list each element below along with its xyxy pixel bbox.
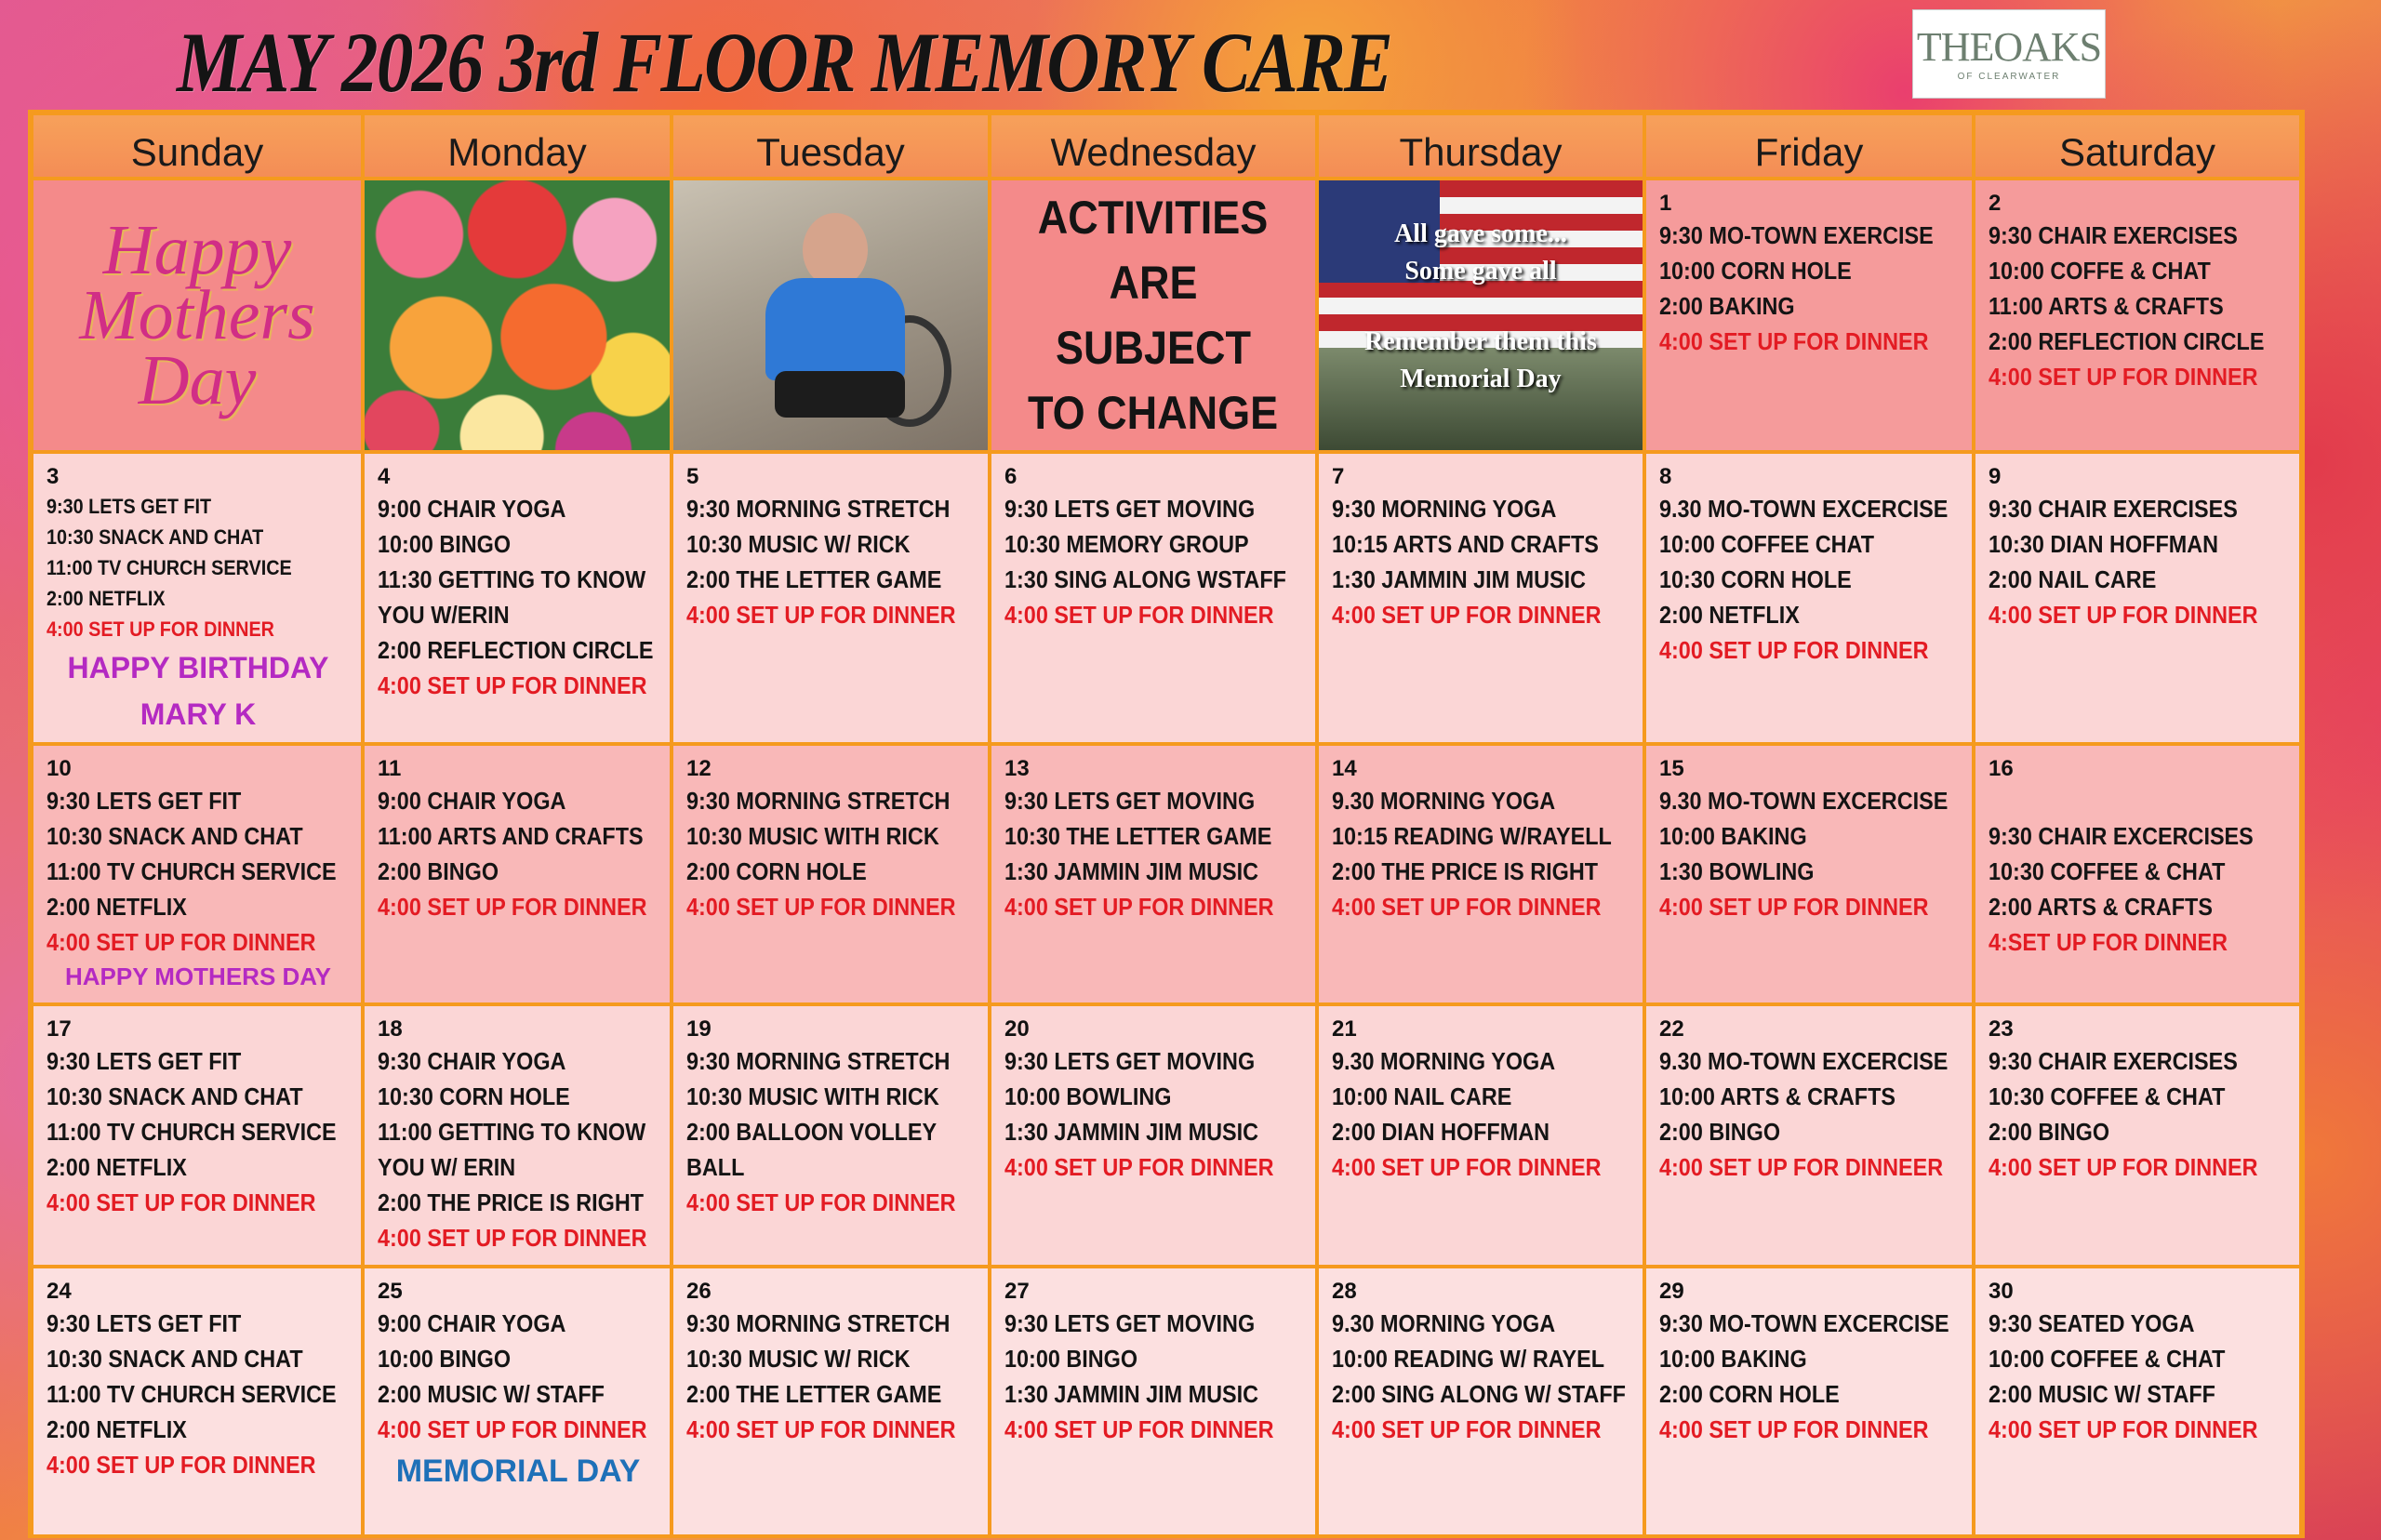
mothers-day-image: [32, 179, 363, 452]
activity-line: 10:30 MUSIC WITH RICK: [686, 1082, 939, 1110]
day-cell-1: [1644, 179, 1974, 452]
activity-line: 2:00 MUSIC W/ STAFF: [378, 1380, 605, 1408]
activity-line: 10:30 CORN HOLE: [378, 1082, 570, 1110]
activity-line: 4:00 SET UP FOR DINNER: [1989, 363, 2258, 391]
day-number: 16: [1989, 756, 2014, 781]
page-title: MAY 2026 3rd FLOOR MEMORY CARE: [177, 15, 1392, 110]
activity-line: 4:00 SET UP FOR DINNER: [47, 1188, 316, 1216]
logo-sub-text: OF CLEARWATER: [1957, 71, 2061, 82]
activity-line: 10:15 ARTS AND CRAFTS: [1332, 530, 1599, 558]
day-cell-16: [1974, 744, 2301, 1004]
activity-line: 4:00 SET UP FOR DINNER: [1989, 601, 2258, 629]
activity-line: 4:00 SET UP FOR DINNER: [686, 1415, 956, 1443]
mothers-day-text-3: Day: [138, 341, 257, 419]
activity-line: 2:00 NETFLIX: [1659, 601, 1800, 629]
activity-line: 4:00 SET UP FOR DINNER: [1332, 1153, 1602, 1181]
activity-line: 2:00 CORN HOLE: [686, 857, 867, 885]
day-cell-5: [672, 452, 990, 744]
activity-line: 10:30 SNACK AND CHAT: [47, 822, 303, 850]
day-number: 21: [1332, 1016, 1357, 1042]
day-number: 6: [1004, 464, 1018, 489]
day-cell-20: [990, 1004, 1317, 1267]
mothers-day-text-1: Happy: [102, 211, 292, 289]
activity-line: 4:00 SET UP FOR DINNER: [47, 928, 316, 956]
day-cell-30: [1974, 1267, 2301, 1536]
activity-line: 11:00 TV CHURCH SERVICE: [47, 857, 337, 885]
activity-line: 1:30 BOWLING: [1659, 857, 1815, 885]
activity-line: 2:00 NETFLIX: [47, 1415, 187, 1443]
activity-line: 9:30 CHAIR EXERCISES: [1989, 495, 2238, 523]
activity-line: 1:30 SING ALONG WSTAFF: [1004, 565, 1286, 593]
day-number: 1: [1659, 191, 1672, 216]
calendar-grid: [28, 110, 2305, 1538]
day-number: 12: [686, 756, 712, 781]
day-number: 15: [1659, 756, 1684, 781]
activity-line: 10:30 SNACK AND CHAT: [47, 1345, 303, 1373]
activity-line: 10:30 CORN HOLE: [1659, 565, 1852, 593]
activity-line: 11:00 GETTING TO KNOW: [378, 1118, 646, 1146]
activity-line: 9:30 LETS GET FIT: [47, 1309, 242, 1337]
day-cell-26: [672, 1267, 990, 1536]
day-cell-28: [1317, 1267, 1644, 1536]
activity-line: 10:00 BINGO: [1004, 1345, 1138, 1373]
day-cell-29: [1644, 1267, 1974, 1536]
activity-line: 2:00 CORN HOLE: [1659, 1380, 1840, 1408]
activity-line: 11:00 TV CHURCH SERVICE: [47, 556, 292, 579]
activity-line: 9:30 LETS GET FIT: [47, 495, 212, 518]
activity-line: 10:00 READING W/ RAYEL: [1332, 1345, 1605, 1373]
activity-line: 9:30 CHAIR EXERCISES: [1989, 1047, 2238, 1075]
day-number: 11: [378, 756, 402, 781]
activity-line: 2:00 ARTS & CRAFTS: [1989, 893, 2213, 921]
activity-line: 2:00 BINGO: [378, 857, 499, 885]
day-number: 26: [686, 1279, 712, 1304]
day-number: 20: [1004, 1016, 1030, 1042]
day-number: 4: [378, 464, 391, 489]
activity-line: 2:00 BINGO: [1989, 1118, 2110, 1146]
activity-line: 1:30 JAMMIN JIM MUSIC: [1004, 1380, 1259, 1408]
activity-line: [1989, 783, 2291, 818]
activity-line: 9.30 MORNING YOGA: [1332, 1309, 1556, 1337]
activity-line: 4:00 SET UP FOR DINNER: [1004, 601, 1274, 629]
activity-line: 4:00 SET UP FOR DINNER: [1332, 601, 1602, 629]
activities-notice-line-3: TO CHANGE: [1028, 387, 1279, 439]
activity-line: 4:00 SET UP FOR DINNER: [47, 617, 274, 641]
day-cell-21: [1317, 1004, 1644, 1267]
activity-line: 9:00 CHAIR YOGA: [378, 1309, 566, 1337]
day-cell-27: [990, 1267, 1317, 1536]
activity-line: 2:00 BINGO: [1659, 1118, 1781, 1146]
activity-line: 10:00 COFFE & CHAT: [1989, 257, 2211, 285]
day-number: 5: [686, 464, 699, 489]
day-number: 18: [378, 1016, 403, 1042]
special-note: HAPPY BIRTHDAY: [67, 651, 329, 684]
activity-line: 9:30 MORNING STRETCH: [686, 1047, 951, 1075]
activity-line: 11:00 TV CHURCH SERVICE: [47, 1118, 337, 1146]
activity-line: 9.30 MO-TOWN EXCERCISE: [1659, 787, 1949, 815]
activity-line: 10:30 COFFEE & CHAT: [1989, 857, 2226, 885]
activity-line: 2:00 BAKING: [1659, 292, 1795, 320]
memorial-text-4: Memorial Day: [1400, 365, 1562, 393]
day-cell-9: [1974, 452, 2301, 744]
activity-line: 9:30 MORNING STRETCH: [686, 1309, 951, 1337]
activity-line: 9:30 MORNING STRETCH: [686, 495, 951, 523]
activity-line: 4:00 SET UP FOR DINNEER: [1659, 1153, 1944, 1181]
activity-line: 2:00 NETFLIX: [47, 893, 187, 921]
activity-line: 9:30 MO-TOWN EXCERCISE: [1659, 1309, 1949, 1337]
activity-line: 9:30 CHAIR EXCERCISES: [1989, 822, 2254, 850]
activity-line: 11:00 ARTS & CRAFTS: [1989, 292, 2224, 320]
activity-line: 11:30 GETTING TO KNOW: [378, 565, 646, 593]
activity-line: 4:00 SET UP FOR DINNER: [686, 1188, 956, 1216]
day-number: 28: [1332, 1279, 1357, 1304]
day-cell-8: [1644, 452, 1974, 744]
day-number: 24: [47, 1279, 72, 1304]
day-cell-13: [990, 744, 1317, 1004]
activity-line: 9:30 LETS GET MOVING: [1004, 787, 1256, 815]
activity-line: 1:30 JAMMIN JIM MUSIC: [1004, 1118, 1259, 1146]
activity-line: 10:30 SNACK AND CHAT: [47, 525, 264, 549]
memorial-text-1: All gave some...: [1394, 219, 1567, 248]
activity-line: 2:00 THE PRICE IS RIGHT: [378, 1188, 645, 1216]
activity-line: YOU W/ ERIN: [378, 1153, 516, 1181]
activity-line: 4:00 SET UP FOR DINNER: [686, 893, 956, 921]
day-cell-25: [363, 1267, 672, 1536]
special-note: MEMORIAL DAY: [395, 1454, 641, 1489]
day-number: 25: [378, 1279, 403, 1304]
day-header-monday: Monday: [363, 113, 672, 179]
day-cell-19: [672, 1004, 990, 1267]
day-number: 29: [1659, 1279, 1684, 1304]
activity-line: 4:00 SET UP FOR DINNER: [1004, 1415, 1274, 1443]
day-number: 3: [47, 464, 60, 489]
day-number: 13: [1004, 756, 1030, 781]
activity-line: 2:00 REFLECTION CIRCLE: [1989, 327, 2265, 355]
activity-line: 10:30 COFFEE & CHAT: [1989, 1082, 2226, 1110]
day-header-sunday: Sunday: [32, 113, 363, 179]
activity-line: 9:00 CHAIR YOGA: [378, 495, 566, 523]
activities-notice: [990, 179, 1317, 452]
activity-line: 11:00 ARTS AND CRAFTS: [378, 822, 644, 850]
activity-line: 2:00 REFLECTION CIRCLE: [378, 636, 654, 664]
activity-line: 9.30 MO-TOWN EXCERCISE: [1659, 495, 1949, 523]
activity-line: 9:00 CHAIR YOGA: [378, 787, 566, 815]
day-cell-6: [990, 452, 1317, 744]
activity-line: 1:30 JAMMIN JIM MUSIC: [1004, 857, 1259, 885]
activity-line: 4:00 SET UP FOR DINNER: [1659, 636, 1929, 664]
day-number: 27: [1004, 1279, 1030, 1304]
activity-line: YOU W/ERIN: [378, 601, 510, 629]
activity-line: 10:30 MUSIC W/ RICK: [686, 1345, 911, 1373]
day-header-friday: Friday: [1644, 113, 1974, 179]
activity-line: 9:30 LETS GET FIT: [47, 787, 242, 815]
day-cell-10: [32, 744, 363, 1004]
roses-image: [363, 179, 672, 452]
day-cell-12: [672, 744, 990, 1004]
oaks-logo: [1912, 9, 2106, 99]
day-number: 9: [1989, 464, 2002, 489]
activity-line: 2:00 THE LETTER GAME: [686, 565, 942, 593]
activity-line: 4:00 SET UP FOR DINNER: [1989, 1415, 2258, 1443]
day-cell-2: [1974, 179, 2301, 452]
day-header-saturday: Saturday: [1974, 113, 2301, 179]
activity-line: 4:00 SET UP FOR DINNER: [378, 893, 647, 921]
activity-line: 4:00 SET UP FOR DINNER: [1332, 893, 1602, 921]
day-number: 7: [1332, 464, 1345, 489]
activity-line: 9:30 CHAIR EXERCISES: [1989, 221, 2238, 249]
day-number: 8: [1659, 464, 1672, 489]
memorial-text-2: Some gave all: [1404, 257, 1557, 285]
activity-line: 2:00 NAIL CARE: [1989, 565, 2157, 593]
activity-line: 4:00 SET UP FOR DINNER: [378, 1224, 647, 1252]
day-cell-24: [32, 1267, 363, 1536]
logo-main-text: THEOAKS: [1916, 23, 2102, 70]
day-cell-18: [363, 1004, 672, 1267]
activity-line: 9.30 MORNING YOGA: [1332, 787, 1556, 815]
day-cell-17: [32, 1004, 363, 1267]
activity-line: 9.30 MO-TOWN EXCERCISE: [1659, 1047, 1949, 1075]
activity-line: 10:00 BAKING: [1659, 1345, 1807, 1373]
activity-line: 9:30 MO-TOWN EXERCISE: [1659, 221, 1934, 249]
resident-figure: [728, 204, 933, 427]
special-note: HAPPY MOTHERS DAY: [64, 962, 332, 990]
activity-line: 4:00 SET UP FOR DINNER: [378, 1415, 647, 1443]
activity-line: 10:30 THE LETTER GAME: [1004, 822, 1272, 850]
activity-line: 10:30 MEMORY GROUP: [1004, 530, 1249, 558]
activity-line: 9:30 CHAIR YOGA: [378, 1047, 566, 1075]
activity-line: 4:00 SET UP FOR DINNER: [1004, 1153, 1274, 1181]
activity-line: 9.30 MORNING YOGA: [1332, 1047, 1556, 1075]
activity-line: 11:00 TV CHURCH SERVICE: [47, 1380, 337, 1408]
activity-line: 2:00 NETFLIX: [47, 1153, 187, 1181]
activity-line: 9:30 LETS GET MOVING: [1004, 1309, 1256, 1337]
activity-line: 2:00 MUSIC W/ STAFF: [1989, 1380, 2215, 1408]
mothers-day-text-2: Mothers: [79, 276, 315, 354]
activity-line: 10:15 READING W/RAYELL: [1332, 822, 1612, 850]
activity-line: BALL: [686, 1153, 745, 1181]
activity-line: 10:00 ARTS & CRAFTS: [1659, 1082, 1895, 1110]
activity-line: 4:00 SET UP FOR DINNER: [1989, 1153, 2258, 1181]
resident-photo: [672, 179, 990, 452]
activity-line: 4:00 SET UP FOR DINNER: [686, 601, 956, 629]
activity-line: 10:30 SNACK AND CHAT: [47, 1082, 303, 1110]
special-note: MARY K: [140, 697, 257, 731]
activity-line: 4:00 SET UP FOR DINNER: [378, 671, 647, 699]
activity-line: 2:00 SING ALONG W/ STAFF: [1332, 1380, 1626, 1408]
activity-line: 4:00 SET UP FOR DINNER: [1004, 893, 1274, 921]
activity-line: 4:00 SET UP FOR DINNER: [47, 1451, 316, 1479]
day-number: 22: [1659, 1016, 1684, 1042]
activity-line: 10:00 BINGO: [378, 530, 512, 558]
day-cell-23: [1974, 1004, 2301, 1267]
day-number: 10: [47, 756, 72, 781]
day-cell-4: [363, 452, 672, 744]
activity-line: 2:00 NETFLIX: [47, 587, 166, 610]
day-header-tuesday: Tuesday: [672, 113, 990, 179]
day-cell-14: [1317, 744, 1644, 1004]
activities-notice-line-1: ACTIVITIES: [1038, 192, 1269, 244]
activity-line: 10:00 COFFEE CHAT: [1659, 530, 1875, 558]
day-header-wednesday: Wednesday: [990, 113, 1317, 179]
activity-line: 9:30 MORNING STRETCH: [686, 787, 951, 815]
activity-line: 4:SET UP FOR DINNER: [1989, 928, 2228, 956]
activity-line: 1:30 JAMMIN JIM MUSIC: [1332, 565, 1587, 593]
day-number: 23: [1989, 1016, 2014, 1042]
activity-line: 4:00 SET UP FOR DINNER: [1659, 1415, 1929, 1443]
activity-line: 4:00 SET UP FOR DINNER: [1332, 1415, 1602, 1443]
activity-line: 10:00 NAIL CARE: [1332, 1082, 1512, 1110]
activity-line: 10:30 MUSIC WITH RICK: [686, 822, 939, 850]
day-cell-15: [1644, 744, 1974, 1004]
activity-line: 10:30 DIAN HOFFMAN: [1989, 530, 2219, 558]
memorial-text-3: Remember them this: [1364, 327, 1597, 356]
activity-line: 9:30 LETS GET MOVING: [1004, 495, 1256, 523]
activity-line: 10:30 MUSIC W/ RICK: [686, 530, 911, 558]
day-number: 14: [1332, 756, 1357, 781]
day-cell-11: [363, 744, 672, 1004]
activity-line: 9:30 LETS GET FIT: [47, 1047, 242, 1075]
activity-line: 9:30 SEATED YOGA: [1989, 1309, 2195, 1337]
activities-notice-line-2: ARE SUBJECT: [1055, 257, 1252, 374]
activity-line: 2:00 DIAN HOFFMAN: [1332, 1118, 1550, 1146]
activity-line: 2:00 THE PRICE IS RIGHT: [1332, 857, 1599, 885]
day-cell-3: [32, 452, 363, 744]
memorial-day-image: [1317, 179, 1644, 452]
day-number: 30: [1989, 1279, 2014, 1304]
day-cell-7: [1317, 452, 1644, 744]
activity-line: 10:00 COFFEE & CHAT: [1989, 1345, 2226, 1373]
activity-line: 9:30 MORNING YOGA: [1332, 495, 1557, 523]
day-number: 19: [686, 1016, 712, 1042]
day-cell-22: [1644, 1004, 1974, 1267]
day-number: 2: [1989, 191, 2002, 216]
activity-line: 2:00 BALLOON VOLLEY: [686, 1118, 938, 1146]
activity-line: 4:00 SET UP FOR DINNER: [1659, 893, 1929, 921]
day-number: 17: [47, 1016, 72, 1042]
activity-line: 10:00 BINGO: [378, 1345, 512, 1373]
activity-line: 10:00 CORN HOLE: [1659, 257, 1852, 285]
activity-line: 10:00 BOWLING: [1004, 1082, 1172, 1110]
activity-line: 9:30 LETS GET MOVING: [1004, 1047, 1256, 1075]
day-header-thursday: Thursday: [1317, 113, 1644, 179]
activity-line: 2:00 THE LETTER GAME: [686, 1380, 942, 1408]
activity-line: 10:00 BAKING: [1659, 822, 1807, 850]
activity-line: 4:00 SET UP FOR DINNER: [1659, 327, 1929, 355]
